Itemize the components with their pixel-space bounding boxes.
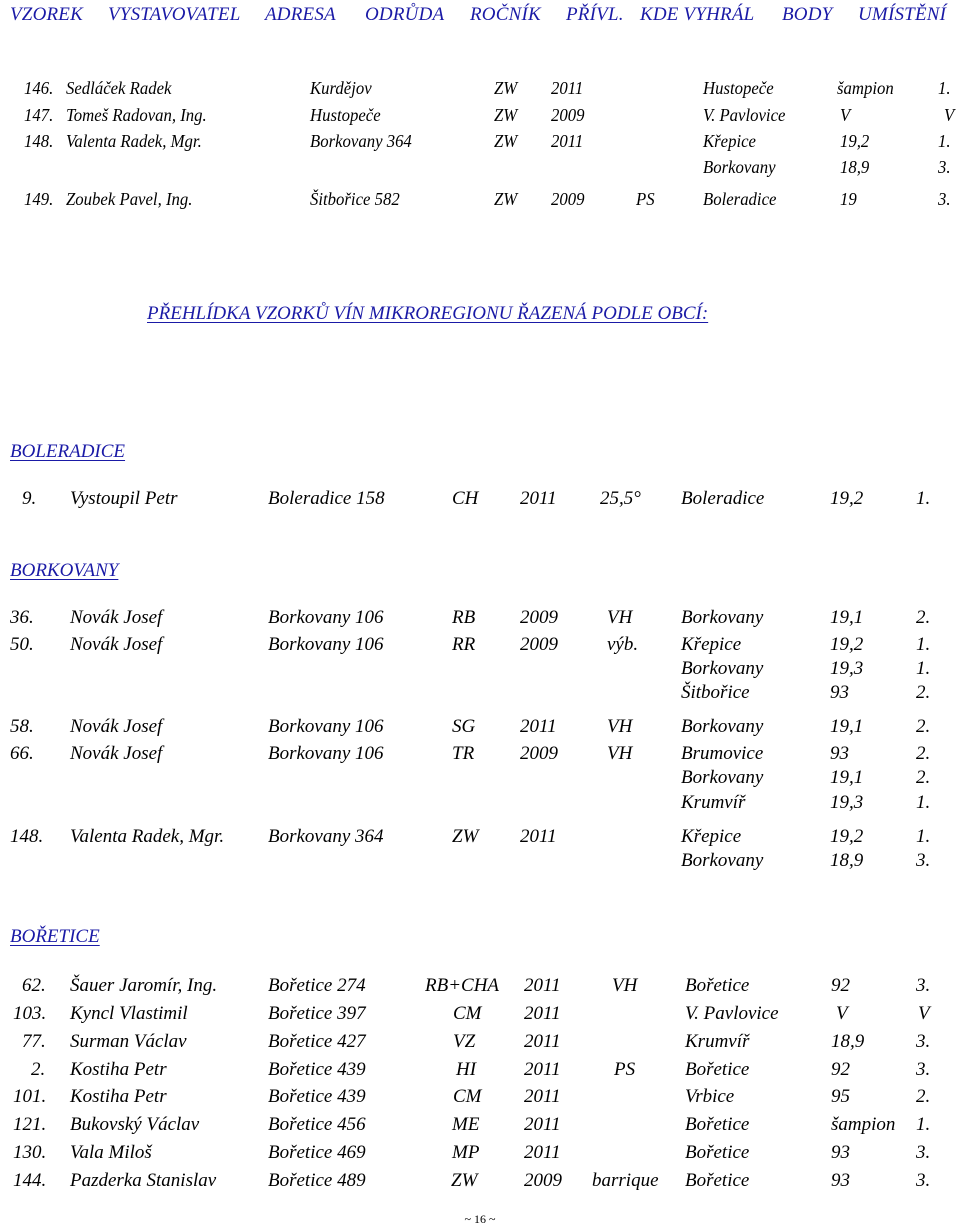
address: Borkovany 106 — [268, 634, 384, 655]
variety: ZW — [451, 1170, 478, 1191]
table-row — [0, 1003, 960, 1027]
exhibitor-name: Novák Josef — [70, 607, 163, 628]
placement: 2. — [916, 607, 931, 628]
where-won: Krumvíř — [685, 1031, 750, 1052]
table-row — [0, 682, 960, 706]
table-row — [0, 1086, 960, 1110]
address: Borkovany 106 — [268, 743, 384, 764]
sample-number: 50. — [10, 634, 34, 655]
placement: 3. — [916, 1031, 931, 1052]
year: 2011 — [520, 488, 557, 509]
where-won: Boleradice — [703, 189, 777, 209]
placement: V — [918, 1003, 930, 1024]
variety: RB+CHA — [425, 975, 500, 996]
points: 18,9 — [831, 1031, 865, 1052]
sample-number: 130. — [13, 1142, 47, 1163]
placement: 3. — [916, 850, 931, 871]
exhibitor-name: Novák Josef — [70, 743, 163, 764]
exhibitor-name: Tomeš Radovan, Ing. — [66, 105, 207, 125]
table-row — [0, 767, 960, 791]
variety: MP — [452, 1142, 480, 1163]
address: Hustopeče — [310, 105, 381, 125]
address: Boleradice 158 — [268, 488, 385, 509]
exhibitor-name: Valenta Radek, Mgr. — [66, 131, 202, 151]
placement: 1. — [938, 78, 951, 98]
attribute: barrique — [592, 1170, 659, 1191]
year: 2011 — [524, 1114, 561, 1135]
exhibitor-name: Surman Václav — [70, 1031, 187, 1052]
address: Bořetice 274 — [268, 975, 366, 996]
variety: CM — [453, 1086, 482, 1107]
attribute: 25,5° — [600, 488, 641, 509]
variety: ZW — [494, 78, 518, 98]
address: Borkovany 364 — [310, 131, 412, 151]
attribute: PS — [636, 189, 655, 209]
points: 19,3 — [830, 792, 864, 813]
table-row — [0, 1059, 960, 1083]
year: 2009 — [520, 607, 558, 628]
variety: ZW — [494, 131, 518, 151]
points: 19,3 — [830, 658, 864, 679]
address: Borkovany 364 — [268, 826, 384, 847]
sample-number: 149. — [24, 189, 54, 209]
year: 2011 — [524, 1003, 561, 1024]
variety: ZW — [494, 105, 518, 125]
table-row — [0, 634, 960, 658]
table-row — [0, 1142, 960, 1166]
points: 19,2 — [840, 131, 870, 151]
points: 92 — [831, 1059, 850, 1080]
sample-number: 77. — [22, 1031, 46, 1052]
where-won: Boleradice — [681, 488, 765, 509]
header-col-exhibitor: VYSTAVOVATEL — [108, 4, 241, 25]
address: Bořetice 427 — [268, 1031, 366, 1052]
address: Bořetice 456 — [268, 1114, 366, 1135]
table-row — [0, 826, 960, 850]
variety: ME — [452, 1114, 480, 1135]
points: 93 — [831, 1170, 850, 1191]
sample-number: 103. — [13, 1003, 47, 1024]
attribute: výb. — [607, 634, 639, 655]
year: 2009 — [551, 189, 585, 209]
placement: 3. — [916, 1142, 931, 1163]
variety: RB — [452, 607, 476, 628]
attribute: VH — [607, 743, 633, 764]
table-row — [0, 850, 960, 874]
placement: 1. — [916, 1114, 931, 1135]
variety: SG — [452, 716, 476, 737]
points: 19 — [840, 189, 857, 209]
year: 2011 — [551, 78, 584, 98]
header-col-place: UMÍSTĚNÍ — [858, 4, 947, 25]
placement: 3. — [916, 1059, 931, 1080]
year: 2011 — [520, 716, 557, 737]
placement: 2. — [916, 716, 931, 737]
header-col-variety: ODRŮDA — [365, 4, 445, 25]
placement: 1. — [916, 634, 931, 655]
sample-number: 144. — [13, 1170, 47, 1191]
table-row — [0, 792, 960, 816]
exhibitor-name: Šauer Jaromír, Ing. — [70, 975, 218, 996]
placement: 3. — [916, 975, 931, 996]
where-won: Borkovany — [703, 157, 776, 177]
year: 2011 — [520, 826, 557, 847]
where-won: Bořetice — [685, 975, 750, 996]
points: 19,1 — [830, 716, 864, 737]
where-won: Borkovany — [681, 716, 764, 737]
sample-number: 148. — [10, 826, 44, 847]
header-col-attr: PŘÍVL. — [566, 4, 624, 25]
points: 93 — [830, 743, 849, 764]
where-won: V. Pavlovice — [703, 105, 786, 125]
sample-number: 146. — [24, 78, 54, 98]
sample-number: 148. — [24, 131, 54, 151]
placement: 2. — [916, 767, 931, 788]
variety: CH — [452, 488, 479, 509]
address: Bořetice 489 — [268, 1170, 366, 1191]
points: 19,1 — [830, 607, 864, 628]
table-row — [0, 131, 960, 155]
exhibitor-name: Novák Josef — [70, 634, 163, 655]
exhibitor-name: Kostiha Petr — [70, 1059, 167, 1080]
table-row — [0, 658, 960, 682]
exhibitor-name: Kyncl Vlastimil — [70, 1003, 188, 1024]
sample-number: 62. — [22, 975, 46, 996]
section-title-boretice: BOŘETICE — [10, 926, 100, 947]
table-row — [0, 78, 960, 102]
placement: 1. — [916, 792, 931, 813]
sample-number: 101. — [13, 1086, 47, 1107]
exhibitor-name: Novák Josef — [70, 716, 163, 737]
points: 93 — [830, 682, 849, 703]
points: 18,9 — [840, 157, 870, 177]
address: Borkovany 106 — [268, 607, 384, 628]
points: 95 — [831, 1086, 850, 1107]
where-won: Křepice — [681, 634, 742, 655]
attribute: VH — [612, 975, 638, 996]
exhibitor-name: Vala Miloš — [70, 1142, 152, 1163]
sample-number: 66. — [10, 743, 34, 764]
table-header — [0, 4, 960, 26]
exhibitor-name: Valenta Radek, Mgr. — [70, 826, 225, 847]
where-won: Brumovice — [681, 743, 764, 764]
sample-number: 36. — [10, 607, 34, 628]
points: 19,2 — [830, 634, 864, 655]
placement: 1. — [916, 488, 931, 509]
exhibitor-name: Bukovský Václav — [70, 1114, 200, 1135]
exhibitor-name: Pazderka Stanislav — [70, 1170, 217, 1191]
section-title-borkovany: BORKOVANY — [10, 560, 119, 581]
address: Bořetice 469 — [268, 1142, 366, 1163]
placement: 3. — [938, 189, 951, 209]
placement: 2. — [916, 743, 931, 764]
attribute: PS — [614, 1059, 636, 1080]
header-col-address: ADRESA — [265, 4, 336, 25]
table-row — [0, 488, 960, 512]
year: 2011 — [524, 1086, 561, 1107]
table-row — [0, 743, 960, 767]
points: 19,1 — [830, 767, 864, 788]
placement: V — [944, 105, 955, 125]
variety: VZ — [453, 1031, 476, 1052]
variety: RR — [452, 634, 476, 655]
table-row — [0, 157, 960, 181]
sample-number: 2. — [31, 1059, 46, 1080]
where-won: Bořetice — [685, 1142, 750, 1163]
points: 19,2 — [830, 488, 864, 509]
placement: 2. — [916, 682, 931, 703]
table-row — [0, 716, 960, 740]
address: Bořetice 439 — [268, 1059, 366, 1080]
year: 2009 — [520, 743, 558, 764]
table-row — [0, 189, 960, 213]
where-won: Krumvíř — [681, 792, 746, 813]
sample-number: 147. — [24, 105, 54, 125]
points: V — [836, 1003, 848, 1024]
where-won: Bořetice — [685, 1059, 750, 1080]
placement: 1. — [916, 826, 931, 847]
address: Bořetice 397 — [268, 1003, 366, 1024]
header-col-points: BODY — [782, 4, 833, 25]
header-col-where: KDE VYHRÁL — [640, 4, 755, 25]
points: 92 — [831, 975, 850, 996]
where-won: Hustopeče — [703, 78, 774, 98]
table-row — [0, 1170, 960, 1194]
variety: TR — [452, 743, 475, 764]
where-won: Borkovany — [681, 658, 764, 679]
points: V — [840, 105, 851, 125]
where-won: Borkovany — [681, 607, 764, 628]
placement: 3. — [938, 157, 951, 177]
address: Bořetice 439 — [268, 1086, 366, 1107]
table-row — [0, 975, 960, 999]
where-won: Křepice — [681, 826, 742, 847]
year: 2011 — [551, 131, 584, 151]
section-title-boleradice: BOLERADICE — [10, 441, 126, 462]
where-won: Borkovany — [681, 767, 764, 788]
where-won: V. Pavlovice — [685, 1003, 779, 1024]
table-row — [0, 1114, 960, 1138]
exhibitor-name: Vystoupil Petr — [70, 488, 178, 509]
placement: 3. — [916, 1170, 931, 1191]
points: 18,9 — [830, 850, 864, 871]
variety: HI — [456, 1059, 477, 1080]
page-number: ~ 16 ~ — [464, 1212, 496, 1226]
year: 2009 — [524, 1170, 562, 1191]
placement: 2. — [916, 1086, 931, 1107]
attribute: VH — [607, 716, 633, 737]
address: Kurdějov — [310, 78, 372, 98]
header-col-year: ROČNÍK — [470, 4, 541, 25]
where-won: Borkovany — [681, 850, 764, 871]
where-won: Vrbice — [685, 1086, 735, 1107]
variety: CM — [453, 1003, 482, 1024]
where-won: Bořetice — [685, 1114, 750, 1135]
sample-number: 58. — [10, 716, 34, 737]
exhibitor-name: Sedláček Radek — [66, 78, 172, 98]
year: 2009 — [520, 634, 558, 655]
year: 2011 — [524, 975, 561, 996]
table-row — [0, 105, 960, 129]
sample-number: 121. — [13, 1114, 47, 1135]
placement: 1. — [916, 658, 931, 679]
points: šampion — [837, 78, 894, 98]
points: 93 — [831, 1142, 850, 1163]
points: 19,2 — [830, 826, 864, 847]
year: 2011 — [524, 1059, 561, 1080]
table-row — [0, 1031, 960, 1055]
year: 2011 — [524, 1142, 561, 1163]
table-row — [0, 607, 960, 631]
where-won: Bořetice — [685, 1170, 750, 1191]
year: 2009 — [551, 105, 585, 125]
exhibitor-name: Kostiha Petr — [70, 1086, 167, 1107]
where-won: Šitbořice — [681, 682, 750, 703]
overview-title: PŘEHLÍDKA VZORKŮ VÍN MIKROREGIONU ŘAZENÁ PODLE OBCÍ: — [147, 303, 709, 324]
variety: ZW — [452, 826, 479, 847]
sample-number: 9. — [22, 488, 37, 509]
address: Šitbořice 582 — [310, 189, 400, 209]
exhibitor-name: Zoubek Pavel, Ing. — [66, 189, 193, 209]
attribute: VH — [607, 607, 633, 628]
address: Borkovany 106 — [268, 716, 384, 737]
points: šampion — [831, 1114, 896, 1135]
header-col-sample: VZOREK — [10, 4, 83, 25]
variety: ZW — [494, 189, 518, 209]
placement: 1. — [938, 131, 951, 151]
where-won: Křepice — [703, 131, 756, 151]
year: 2011 — [524, 1031, 561, 1052]
